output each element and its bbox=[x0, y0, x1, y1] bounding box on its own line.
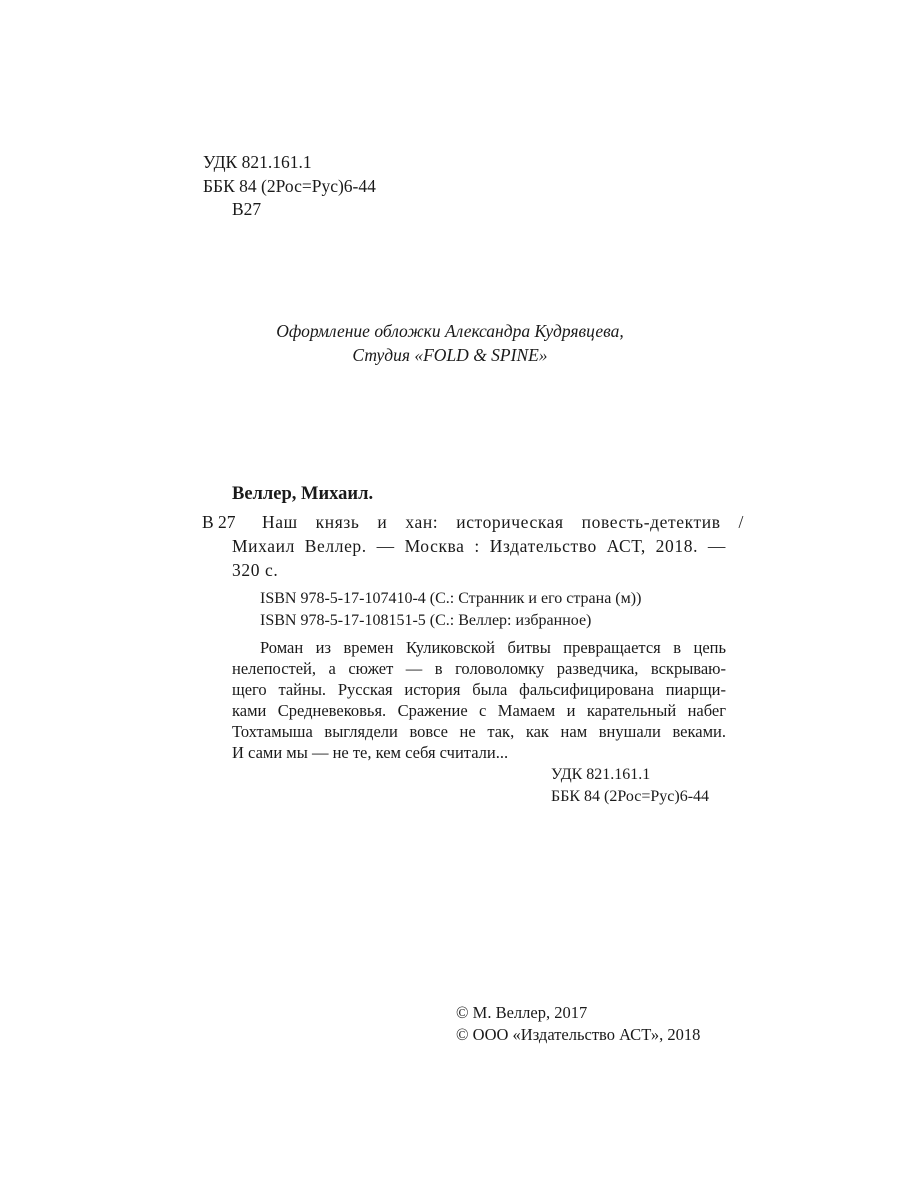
entry-description-line: Михаил Веллер. — Москва : Издательство АСТ, 2018. — bbox=[232, 536, 726, 556]
cover-credit-line-2: Студия «FOLD & SPINE» bbox=[352, 345, 548, 365]
entry-description-line: 320 с. bbox=[232, 560, 279, 580]
annotation-line: ками Средневековья. Сражение с Мамаем и карательный набег bbox=[232, 701, 726, 720]
top-author-mark: В27 bbox=[232, 199, 262, 219]
entry-index-mark: В 27 bbox=[202, 512, 236, 532]
isbn-line: ISBN 978-5-17-107410-4 (С.: Странник и его страна (м)) bbox=[260, 590, 642, 607]
entry-description-line: Наш князь и хан: историческая повесть-детектив / bbox=[262, 512, 744, 532]
entry-author-heading: Веллер, Михаил. bbox=[232, 484, 374, 504]
top-udk-code: УДК 821.161.1 bbox=[203, 152, 312, 172]
copyright-author: © М. Веллер, 2017 bbox=[456, 1003, 588, 1022]
copyright-publisher: © ООО «Издательство АСТ», 2018 bbox=[456, 1025, 701, 1044]
top-bbk-code: ББК 84 (2Рос=Рус)6-44 bbox=[203, 176, 376, 196]
annotation-line: И сами мы — не те, кем себя считали... bbox=[232, 743, 509, 762]
cover-credit-line-1: Оформление обложки Александра Кудрявцева, bbox=[276, 321, 624, 341]
entry-udk-code: УДК 821.161.1 bbox=[551, 766, 651, 783]
annotation-line: нелепостей, а сюжет — в головоломку разведчика, вскрываю- bbox=[232, 659, 726, 678]
annotation-line: щего тайны. Русская история была фальсифицирована пиарщи- bbox=[232, 680, 726, 699]
annotation-line: Роман из времен Куликовской битвы превращается в цепь bbox=[260, 638, 726, 657]
isbn-line: ISBN 978-5-17-108151-5 (С.: Веллер: избранное) bbox=[260, 612, 592, 629]
annotation-line: Тохтамыша выглядели вовсе не так, как нам внушали веками. bbox=[232, 722, 726, 741]
entry-bbk-code: ББК 84 (2Рос=Рус)6-44 bbox=[551, 788, 710, 805]
